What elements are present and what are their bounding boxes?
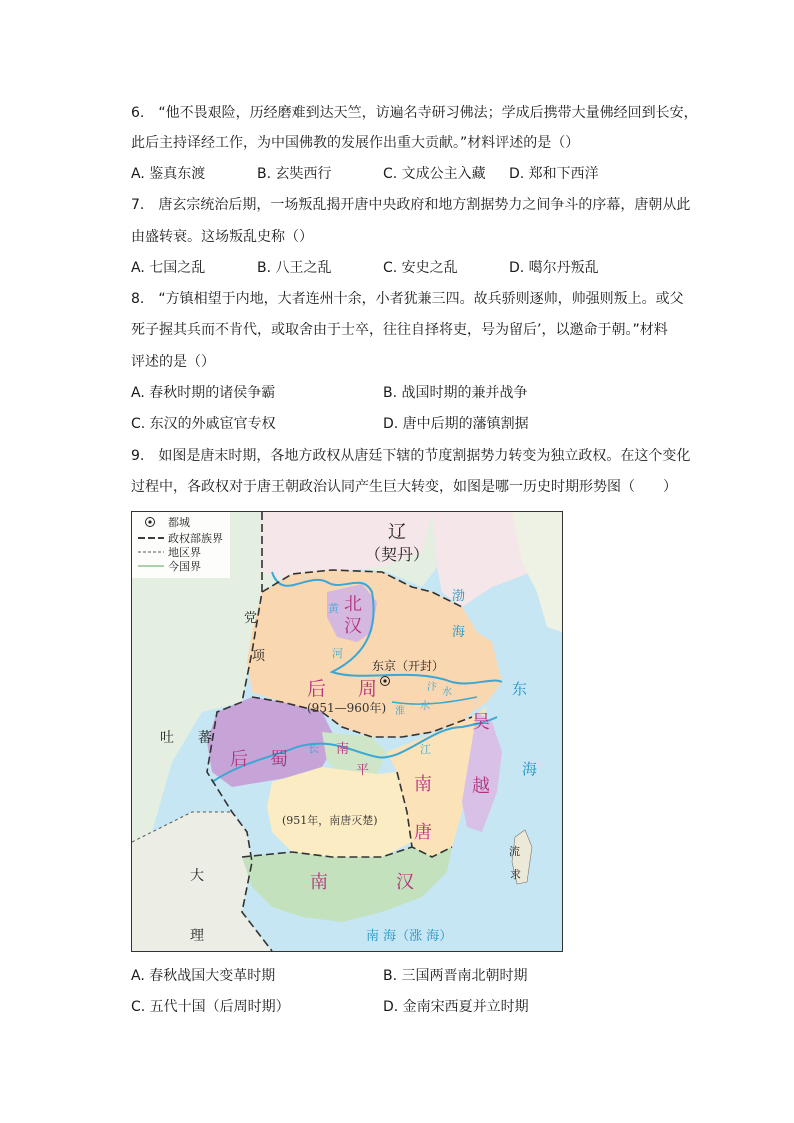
label-jiang: 江 <box>420 743 431 756</box>
q7-line-2: 由盛转衰。这场叛乱史称（） <box>131 229 313 245</box>
q7-option-c: C. 安史之乱 <box>383 260 458 276</box>
q9-option-c: C. 五代十国（后周时期） <box>131 999 290 1015</box>
q6-option-d: D. 郑和下西洋 <box>509 166 599 182</box>
label-capital: 东京（开封） <box>372 659 445 673</box>
label-houshu-2: 蜀 <box>270 749 288 770</box>
q8-line-1: 8. “方镇相望于内地，大者连州十余，小者犹兼三四。故兵骄则逐帅，帅强则叛上。或父 <box>131 291 684 307</box>
label-bohai-2: 海 <box>452 625 466 640</box>
label-dali-1: 大 <box>190 868 204 884</box>
label-nantang-1: 南 <box>414 774 432 795</box>
q6-line-2: 此后主持译经工作，为中国佛教的发展作出重大贡献。”材料评述的是（） <box>131 135 580 151</box>
label-houzhou-years: (951—960年) <box>307 701 387 715</box>
label-nanhan-2: 汉 <box>396 872 414 893</box>
label-beihan-1: 北 <box>344 594 362 615</box>
label-chang: 长 <box>308 742 319 755</box>
label-he: 河 <box>332 647 343 660</box>
label-nanhan-1: 南 <box>310 872 328 893</box>
label-donghai-2: 海 <box>522 760 538 778</box>
label-nanping-2: 平 <box>356 763 370 778</box>
label-dangxiang-2: 项 <box>252 649 266 664</box>
label-liao: 辽 <box>388 522 406 543</box>
label-huang: 黄 <box>328 602 339 615</box>
q8-line-2: 死子握其兵而不肯代，或取舍由于士卒，往往自择将吏，号为留后’，以邀命于朝。”材料 <box>131 322 668 338</box>
label-wuyue-2: 越 <box>472 776 490 797</box>
label-nanping-1: 南 <box>336 742 350 757</box>
label-liao-sub: （契丹） <box>365 545 430 564</box>
label-wuyue-1: 吴 <box>472 712 490 733</box>
label-dali-2: 理 <box>190 928 204 944</box>
legend-modern-border: 今国界 <box>168 560 201 573</box>
label-houzhou-1: 后 <box>307 678 327 700</box>
label-nantang-2: 唐 <box>414 822 432 843</box>
q9-line-2: 过程中，各政权对于唐王朝政治认同产生巨大转变，如图是哪一历史时期形势图（ ） <box>131 479 677 495</box>
q7-line-1: 7. 唐玄宗统治后期，一场叛乱揭开唐中央政府和地方割据势力之间争斗的序幕，唐朝从此 <box>131 197 691 213</box>
legend-capital: 都城 <box>168 516 190 529</box>
region-chu <box>267 767 412 857</box>
q8-line-3: 评述的是（） <box>131 354 215 370</box>
label-tubo-2: 蕃 <box>198 730 212 746</box>
q6-line-1: 6. “他不畏艰险，历经磨难到达天竺，访遍名寺研习佛法；学成后携带大量佛经回到长安， <box>131 105 698 121</box>
label-donghai-1: 东 <box>512 680 528 698</box>
label-bohai-1: 渤 <box>452 589 466 604</box>
q7-option-d: D. 噶尔丹叛乱 <box>509 260 599 276</box>
label-bian-2: 水 <box>442 687 452 698</box>
legend-region-border: 地区界 <box>168 546 201 559</box>
q8-option-d: D. 唐中后期的藩镇割据 <box>383 416 529 432</box>
label-houshu-1: 后 <box>230 749 248 770</box>
q6-option-a: A. 鉴真东渡 <box>131 166 206 182</box>
q8-option-a: A. 春秋时期的诸侯争霸 <box>131 385 276 401</box>
q7-option-b: B. 八王之乱 <box>257 260 332 276</box>
q9-line-1: 9. 如图是唐末时期，各地方政权从唐廷下辖的节度割据势力转变为独立政权。在这个变化 <box>131 448 691 464</box>
label-nanhai: 南 海（涨 海） <box>366 929 453 944</box>
q9-option-a: A. 春秋战国大变革时期 <box>131 968 276 984</box>
label-beihan-2: 汉 <box>344 616 362 637</box>
q9-option-b: B. 三国两晋南北朝时期 <box>383 968 528 984</box>
q6-option-c: C. 文成公主入藏 <box>383 166 486 182</box>
label-houzhou-2: 周 <box>358 678 378 700</box>
q7-option-a: A. 七国之乱 <box>131 260 206 276</box>
label-nantang-note: (951年，南唐灭楚) <box>282 814 378 827</box>
five-dynasties-map <box>131 511 563 952</box>
label-tubo-1: 吐 <box>160 730 174 746</box>
label-huai-2: 水 <box>420 701 430 712</box>
q6-option-b: B. 玄奘西行 <box>257 166 332 182</box>
q8-option-b: B. 战国时期的兼并战争 <box>383 385 528 401</box>
q8-option-c: C. 东汉的外戚宦官专权 <box>131 416 276 432</box>
label-bian-1: 汴 <box>427 682 437 693</box>
label-dangxiang-1: 党 <box>244 611 258 626</box>
label-huai-1: 淮 <box>395 706 405 717</box>
q9-option-d: D. 金南宋西夏并立时期 <box>383 999 529 1015</box>
legend-regime-border: 政权部族界 <box>168 532 223 545</box>
label-liuqiu-2: 求 <box>510 868 521 881</box>
label-liuqiu-1: 流 <box>509 845 520 858</box>
